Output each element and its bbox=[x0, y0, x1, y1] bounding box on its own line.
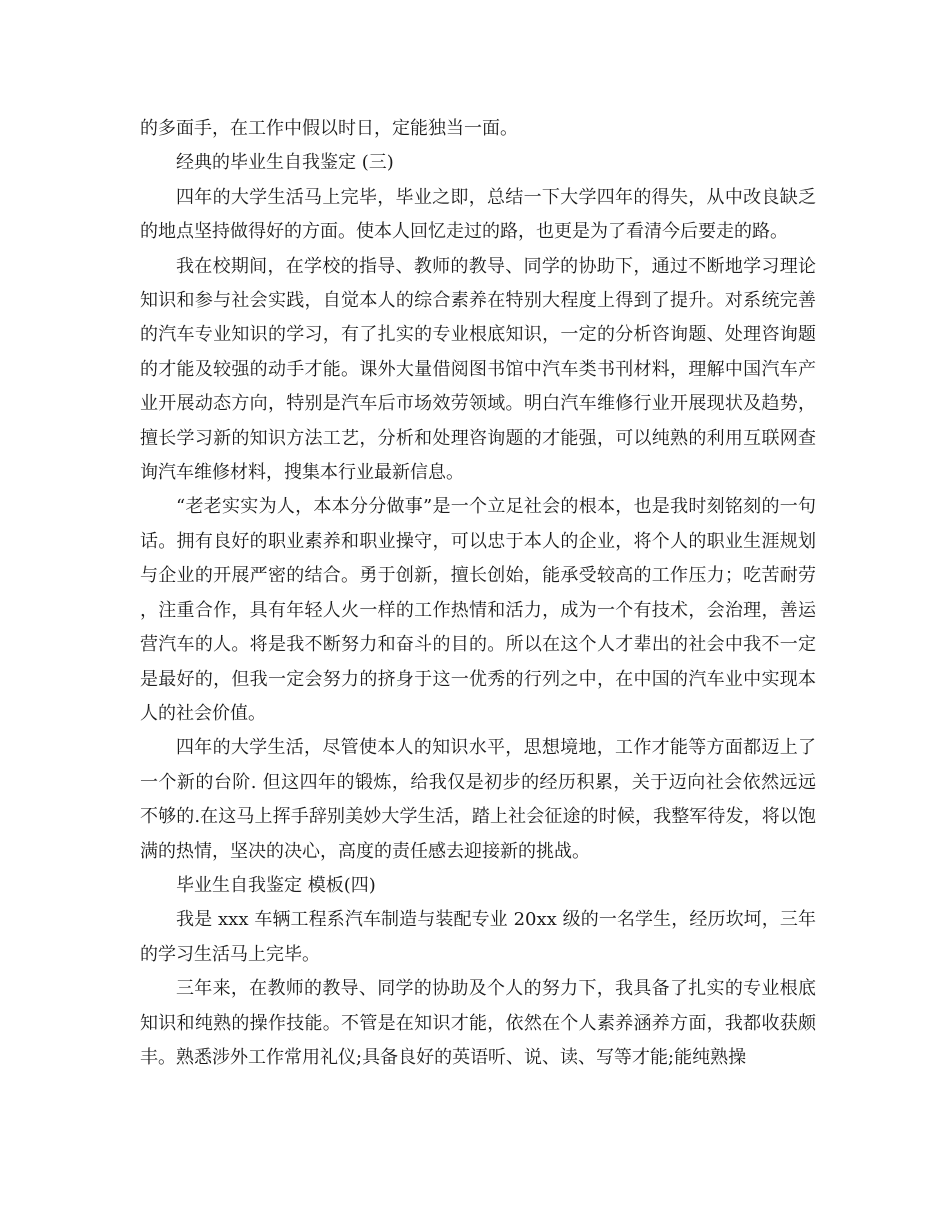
paragraph: 我是 xxx 车辆工程系汽车制造与装配专业 20xx 级的一名学生，经历坎坷，三年的学习生活马上完毕。 bbox=[140, 909, 816, 965]
paragraph: 四年的大学生活马上完毕，毕业之即，总结一下大学四年的得失，从中改良缺乏的地点坚持做得好的方面。使本人回忆走过的路，也更是为了看清今后要走的路。 bbox=[140, 186, 816, 243]
section-heading-4: 毕业生自我鉴定 模板(四) bbox=[176, 874, 376, 896]
paragraph: “老老实实为人，本本分分做事”是一个立足社会的根本，也是我时刻铭刻的一句话。拥有良好的职业素养和职业操守，可以忠于本人的企业，将个人的职业生涯规划与企业的开展严密的结合。勇于创新，擅长创始，能承受较高的工作压力；吃苦耐劳，注重合作，具有年轻人火一样的工作热情和活力，成为一个有技术，会治理，善运营汽车的人。将是我不断努力和奋斗的目的。所以在这个人才辈出的社会中我不一定是最好的，但我一定会努力的挤身于这一优秀的行列之中，在中国的汽车业中实现本人的社会价值。 bbox=[140, 496, 816, 724]
document-body bbox=[140, 112, 816, 1075]
paragraph-continued: 的多面手，在工作中假以时日，定能独当一面。 bbox=[140, 118, 518, 139]
section-heading-3: 经典的毕业生自我鉴定 (三) bbox=[176, 152, 394, 174]
paragraph: 四年的大学生活，尽管使本人的知识水平，思想境地，工作才能等方面都迈上了一个新的台阶. 但这四年的锻炼，给我仅是初步的经历积累，关于迈向社会依然远远不够的.在这马上挥手辞别美妙大学生活，踏上社会征途的时候，我整军待发，将以饱满的热情，坚决的决心，高度的责任感去迎接新的挑战。 bbox=[140, 737, 816, 862]
paragraph: 三年来，在教师的教导、同学的协助及个人的努力下，我具备了扎实的专业根底知识和纯熟的操作技能。不管是在知识才能，依然在个人素养涵养方面，我都收获颇丰。熟悉涉外工作常用礼仪;具备良好的英语听、说、读、写等才能;能纯熟操 bbox=[140, 978, 816, 1068]
paragraph: 我在校期间，在学校的指导、教师的教导、同学的协助下，通过不断地学习理论知识和参与社会实践，自觉本人的综合素养在特别大程度上得到了提升。对系统完善的汽车专业知识的学习，有了扎实的专业根底知识，一定的分析咨询题、处理咨询题的才能及较强的动手才能。课外大量借阅图书馆中汽车类书刊材料，理解中国汽车产业开展动态方向，特别是汽车后市场效劳领域。明白汽车维修行业开展现状及趋势，擅长学习新的知识方法工艺，分析和处理咨询题的才能强，可以纯熟的利用互联网查询汽车维修材料，搜集本行业最新信息。 bbox=[140, 255, 816, 484]
